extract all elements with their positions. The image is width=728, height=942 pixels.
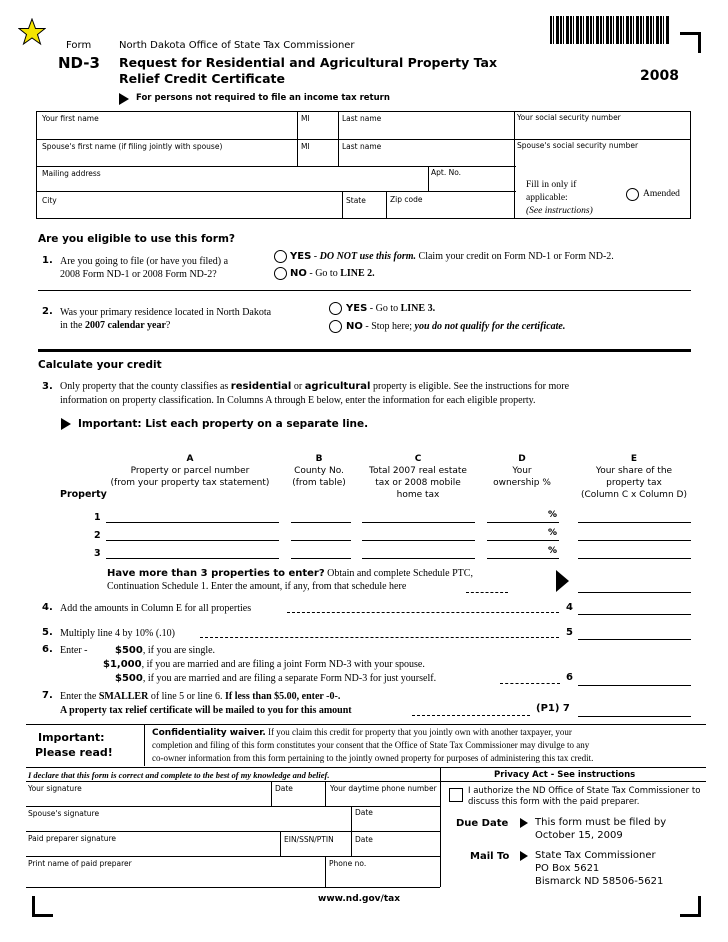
line-6-option-separate: [115, 673, 436, 684]
waiver-title: Confidentiality waiver.: [152, 728, 266, 738]
parcel-number-input[interactable]: [106, 540, 279, 541]
line-4-text: Add the amounts in Column E for all properties: [60, 603, 252, 614]
subtitle-arrow-icon: [119, 93, 129, 105]
corner-mark-bottom-left: [32, 896, 53, 917]
col-b-header: [285, 453, 353, 489]
mail-to-arrow-icon: [520, 851, 528, 861]
q1-yes-radio[interactable]: [274, 250, 287, 263]
waiver-text: [152, 727, 572, 738]
line-3-residential: residential: [230, 381, 292, 392]
leader-dots: [412, 715, 530, 716]
apt-field[interactable]: Apt. No.: [431, 168, 462, 177]
more-properties-note-2: Continuation Schedule 1. Enter the amount, if any, from that schedule here: [107, 581, 407, 592]
leader-dots: [200, 637, 559, 638]
question-1-number: 1.: [42, 255, 53, 266]
col-e-line3: (Column C x Column D): [581, 490, 687, 500]
q2-no-bold: you do not qualify for the certificate.: [414, 321, 566, 332]
form-id: ND-3: [58, 54, 100, 72]
col-b-letter: B: [315, 454, 323, 464]
important-label: Please read!: [35, 746, 113, 759]
corner-mark-top-right: [680, 32, 701, 53]
last-name-field[interactable]: Last name: [342, 114, 382, 123]
corner-mark-bottom-right: [680, 896, 701, 917]
state-field[interactable]: State: [346, 196, 366, 205]
q1-yes-answer: [290, 251, 614, 262]
authorize-text: I authorize the ND Office of State Tax Commissioner to: [468, 786, 701, 796]
line-7-smaller: SMALLER: [98, 691, 149, 702]
county-no-input[interactable]: [291, 522, 351, 523]
line-6-amount: $1,000: [103, 659, 142, 670]
section-divider: [38, 349, 691, 352]
due-date-label: Due Date: [456, 818, 509, 829]
more-properties-bold: Have more than 3 properties to enter?: [107, 568, 325, 579]
line-6-amount: $500: [115, 645, 143, 656]
spouse-ssn-field[interactable]: Spouse's social security number: [517, 141, 639, 150]
authorize-text: discuss this form with the paid preparer.: [468, 797, 640, 807]
parcel-number-input[interactable]: [106, 558, 279, 559]
agency-name: North Dakota Office of State Tax Commissioner: [119, 40, 355, 51]
ownership-input[interactable]: [487, 522, 559, 523]
line-6-option-text: , if you are married and are filing a separate Form ND-3 for just yourself.: [142, 673, 437, 684]
line-6-text: Enter -: [60, 645, 88, 656]
line-3-text-e: property is eligible. See the instructions for more: [370, 381, 570, 392]
leader-dots: [287, 612, 559, 613]
col-d-letter: D: [518, 454, 526, 464]
line-6-amount: $500: [115, 673, 143, 684]
tax-amount-input[interactable]: [362, 558, 475, 559]
q1-no-radio[interactable]: [274, 267, 287, 280]
mi-field[interactable]: MI: [301, 114, 310, 123]
line-6-option-text: , if you are married and are filing a joint Form ND-3 with your spouse.: [141, 659, 425, 670]
spouse-date-field[interactable]: Date: [355, 808, 373, 817]
authorize-checkbox[interactable]: [449, 788, 463, 802]
q1-no-label: NO: [290, 268, 307, 279]
important-arrow-icon: [61, 418, 71, 430]
q2-no-answer: [346, 321, 565, 332]
line-6-option-single: [115, 645, 215, 656]
important-label: Important:: [38, 731, 105, 744]
col-e-line2: property tax: [606, 478, 662, 488]
waiver-text-2: completion and filing of this form constitutes your consent that the Office of State Tax Commissioner may divulge to any: [152, 740, 590, 750]
share-input[interactable]: [578, 522, 691, 523]
q2-no-label: NO: [346, 321, 363, 332]
spouse-last-name-field[interactable]: Last name: [342, 142, 382, 151]
line-3-text: [60, 381, 569, 392]
form-label: Form: [66, 40, 92, 51]
col-d-line2: ownership %: [493, 478, 551, 488]
col-c-letter: C: [414, 454, 422, 464]
amended-radio[interactable]: [626, 188, 639, 201]
q2-yes-radio[interactable]: [329, 302, 342, 315]
q2-no-radio[interactable]: [329, 320, 342, 333]
due-date-arrow-icon: [520, 818, 528, 828]
line-6-ref: 6: [566, 672, 573, 683]
line-4-input[interactable]: [578, 614, 691, 615]
line-7-input[interactable]: [578, 716, 691, 717]
q2-yes-bold: LINE 3.: [400, 303, 436, 314]
col-c-line2: tax or 2008 mobile: [375, 478, 461, 488]
question-2-text: [60, 320, 170, 331]
calc-heading: Calculate your credit: [38, 359, 162, 371]
q2-yes-answer: [346, 303, 435, 314]
q2-text-a: in the: [60, 320, 85, 331]
share-input[interactable]: [578, 540, 691, 541]
waiver-text-3: co-owner information from this form pertaining to the jointly owned property for purposes of administering this tax credit.: [152, 753, 594, 763]
line-7-text-a: Enter the: [60, 691, 99, 702]
county-no-input[interactable]: [291, 540, 351, 541]
col-b-line1: County No.: [294, 466, 344, 476]
row-number: 1: [94, 512, 101, 523]
col-e-line1: Your share of the: [595, 466, 673, 476]
form-subtitle: For persons not required to file an income tax return: [136, 93, 390, 103]
line-5-number: 5.: [42, 627, 53, 638]
more-properties-text: Obtain and complete Schedule PTC,: [324, 568, 473, 579]
line-3-number: 3.: [42, 381, 53, 392]
star-icon: [18, 18, 46, 46]
due-date-text: This form must be filed by: [535, 817, 667, 828]
spouse-mi-field[interactable]: MI: [301, 142, 310, 151]
q2-yes-label: YES: [346, 303, 368, 314]
continuation-arrow-icon: [556, 570, 569, 592]
parcel-number-input[interactable]: [106, 522, 279, 523]
mail-to-address: PO Box 5621: [535, 863, 600, 874]
question-2-text: Was your primary residence located in North Dakota: [60, 307, 272, 318]
col-a-header: [100, 453, 280, 489]
form-title-line1: Request for Residential and Agricultural Property Tax: [119, 55, 498, 70]
col-d-header: [484, 453, 560, 489]
q1-no-text: - Go to: [306, 268, 341, 279]
q1-yes-dash: -: [311, 251, 320, 262]
mail-to-address: State Tax Commissioner: [535, 850, 656, 861]
line-6-input[interactable]: [578, 685, 691, 686]
percent-sign: %: [548, 510, 558, 520]
line-3-text-c: or: [291, 381, 305, 392]
mailing-address-field[interactable]: Mailing address: [42, 169, 101, 178]
city-field[interactable]: City: [42, 196, 57, 205]
col-a-line2: (from your property tax statement): [110, 478, 270, 488]
line-5-input[interactable]: [578, 639, 691, 640]
leader-dots: [500, 683, 560, 684]
line-7-text: [60, 691, 340, 702]
preparer-signature-field[interactable]: Paid preparer signature: [28, 834, 116, 843]
line-7-text-c: of line 5 or line 6.: [148, 691, 225, 702]
question-1-text: 2008 Form ND-1 or 2008 Form ND-2?: [60, 269, 217, 280]
row-number: 2: [94, 530, 101, 541]
preparer-phone-field[interactable]: Phone no.: [329, 859, 367, 868]
col-e-letter: E: [630, 454, 638, 464]
col-c-line3: home tax: [396, 490, 440, 500]
preparer-date-field[interactable]: Date: [355, 835, 373, 844]
line-6-option-text: , if you are single.: [142, 645, 216, 656]
col-b-line2: (from table): [292, 478, 346, 488]
tax-amount-input[interactable]: [362, 522, 475, 523]
col-d-line1: Your: [512, 466, 532, 476]
line-7-ref: (P1) 7: [536, 703, 570, 714]
row-number: 3: [94, 548, 101, 559]
county-no-input[interactable]: [291, 558, 351, 559]
question-1-text: Are you going to file (or have you filed) a: [60, 256, 229, 267]
col-c-header: [358, 453, 478, 501]
line-7-text-2: A property tax relief certificate will be mailed to you for this amount: [60, 705, 352, 716]
col-a-line1: Property or parcel number: [130, 466, 250, 476]
spouse-first-name-field[interactable]: Spouse's first name (if filing jointly with spouse): [42, 142, 223, 151]
line-5-text: Multiply line 4 by 10% (.10): [60, 628, 175, 639]
mail-to-address: Bismarck ND 58506-5621: [535, 876, 664, 887]
q2-yes-text: - Go to: [367, 303, 401, 314]
amended-note: applicable:: [526, 193, 568, 203]
percent-sign: %: [548, 528, 558, 538]
preparer-name-field[interactable]: Print name of paid preparer: [28, 859, 132, 868]
ein-field[interactable]: EIN/SSN/PTIN: [284, 835, 334, 844]
q1-no-answer: [290, 268, 375, 279]
col-e-header: [574, 453, 694, 501]
ownership-input[interactable]: [487, 558, 559, 559]
more-properties-note: [107, 568, 473, 579]
amended-note: Fill in only if: [526, 180, 577, 190]
line-4-number: 4.: [42, 602, 53, 613]
zip-field[interactable]: Zip code: [390, 195, 423, 204]
line-4-ref: 4: [566, 602, 573, 613]
schedule-amount-input[interactable]: [578, 592, 691, 593]
amended-label: Amended: [643, 189, 680, 199]
q2-no-text: - Stop here;: [362, 321, 415, 332]
eligibility-heading: Are you eligible to use this form?: [38, 233, 235, 245]
share-input[interactable]: [578, 558, 691, 559]
amended-note: (See instructions): [526, 206, 593, 216]
q2-text-b: 2007 calendar year: [85, 320, 166, 331]
line-6-option-joint: [103, 659, 425, 670]
q2-text-c: ?: [165, 320, 171, 331]
ownership-input[interactable]: [487, 540, 559, 541]
q1-yes-bold: DO NOT use this form.: [319, 251, 417, 262]
percent-sign: %: [548, 546, 558, 556]
q1-no-bold: LINE 2.: [340, 268, 375, 279]
tax-amount-input[interactable]: [362, 540, 475, 541]
line-6-number: 6.: [42, 644, 53, 655]
question-2-number: 2.: [42, 306, 53, 317]
tax-year: 2008: [640, 68, 679, 84]
first-name-field[interactable]: Your first name: [42, 114, 99, 123]
line-5-ref: 5: [566, 627, 573, 638]
ssn-field[interactable]: Your social security number: [517, 113, 621, 122]
q1-yes-label: YES: [290, 251, 312, 262]
your-date-field[interactable]: Date: [275, 784, 293, 793]
line-3-text-2: information on property classification. In Columns A through E below, enter the information for each eligible property.: [60, 395, 536, 406]
footer-url: www.nd.gov/tax: [318, 894, 401, 904]
signature-divider: [440, 767, 441, 887]
important-note: Important: List each property on a separate line.: [78, 418, 369, 430]
waiver-text-1: If you claim this credit for property that you jointly own with another taxpayer, your: [265, 727, 572, 737]
declaration-text: I declare that this form is correct and complete to the best of my knowledge and belief.: [28, 770, 330, 780]
q1-yes-text: Claim your credit on Form ND-1 or Form ND-2.: [416, 251, 614, 262]
form-title-line2: Relief Credit Certificate: [119, 71, 285, 86]
spouse-signature-field[interactable]: Spouse's signature: [28, 809, 100, 818]
col-a-letter: A: [186, 454, 194, 464]
barcode: [550, 16, 670, 44]
due-date-value: October 15, 2009: [535, 830, 623, 841]
mail-to-label: Mail To: [470, 851, 510, 862]
col-c-line1: Total 2007 real estate: [369, 466, 467, 476]
line-3-text-a: Only property that the county classifies as: [60, 381, 231, 392]
your-signature-field[interactable]: Your signature: [28, 784, 82, 793]
property-label: Property: [60, 489, 107, 500]
line-7-number: 7.: [42, 690, 53, 701]
line-3-agricultural: agricultural: [304, 381, 371, 392]
leader-dots: [466, 592, 508, 593]
line-7-text-d: If less than $5.00, enter -0-.: [224, 691, 341, 702]
phone-field[interactable]: Your daytime phone number: [330, 784, 437, 793]
privacy-act-title: Privacy Act - See instructions: [494, 770, 636, 780]
